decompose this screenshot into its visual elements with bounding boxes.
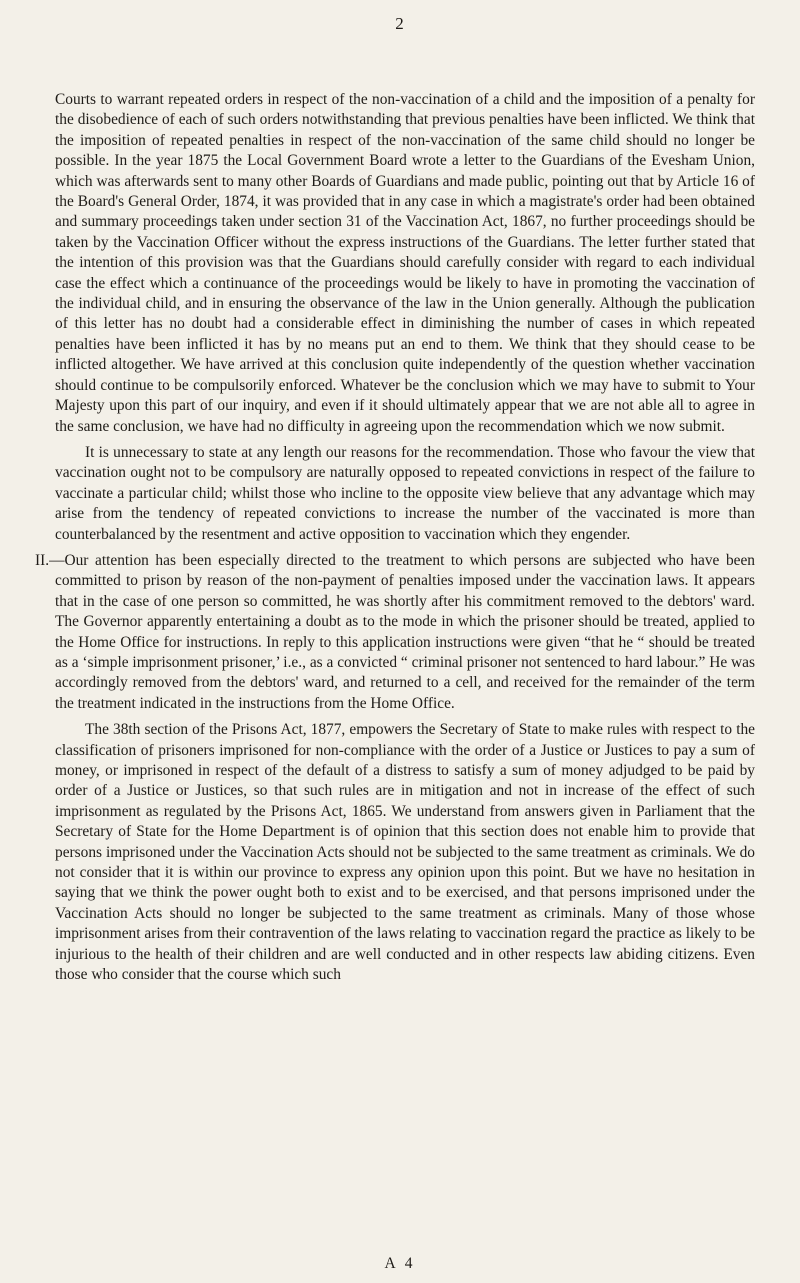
page-number: 2: [395, 14, 405, 33]
paragraph-section-ii: [35, 551, 755, 714]
section-number: II.: [35, 551, 50, 569]
paragraph-reasons: It is unnecessary to state at any length our reasons for the recommendation. Those who favour the view that vaccination ought not to be compulsory are naturally opposed to repeated convictions in respect of the failure to vaccinate a particular child; whilst those who incline to the opposite view believe that any advantage which may arise from the tendency of repeated convictions to increase the number of the vaccinated is more than counterbalanced by the resentment and active opposition to vaccination which they engender.: [55, 443, 755, 543]
paragraph-prisons-act: The 38th section of the Prisons Act, 1877, empowers the Secretary of State to make rules with respect to the classification of prisoners imprisoned for non-compliance with the order of a Justice or Justices to pay a sum of money, or imprisoned in respect of the default of a distress to satisfy a sum of money adjudged to be paid by order of a Justice or Justices, so that such rules are in mitigation and not in increase of the effect of such imprisonment as regulated by the Prisons Act, 1865. We understand from answers given in Parliament that the Secretary of State for the Home Department is of opinion that this section does not enable him to provide that persons imprisoned under the Vaccination Acts should not be subjected to the same treatment as criminals. We do not consider that it is within our province to express any opinion upon this point. But we have no hesitation in saying that we think the power ought both to exist and to be exercised, and that persons imprisoned under the Vaccination Acts should no longer be subjected to the same treatment as criminals. Many of those whose imprisonment arises from their contravention of the laws relating to vaccination regard the practice as likely to be injurious to the health of their children and are well conducted and in other respects law abiding citizens. Even those who consider that the course which such: [55, 721, 755, 984]
paragraph-continuation: Courts to warrant repeated orders in respect of the non-vaccination of a child and the imposition of a penalty for the disobedience of each of such orders notwithstanding that previous penalties have been inflicted. We think that the imposition of repeated penalties in respect of the non-vaccination of the same child should no longer be possible. In the year 1875 the Local Government Board wrote a letter to the Guardians of the Evesham Union, which was afterwards sent to many other Boards of Guardians and made public, pointing out that by Article 16 of the Board's General Order, 1874, it was provided that in any case in which a magistrate's order had been obtained and summary proceedings taken under section 31 of the Vaccination Act, 1867, no further proceedings should be taken by the Vaccination Officer without the express instructions of the Guardians. The letter further stated that the intention of this provision was that the Guardians should carefully consider with regard to each individual case the effect which a continuance of the proceedings would be likely to have in promoting the vaccination of the individual child, and in ensuring the observance of the law in the Union generally. Although the publication of this letter has no doubt had a considerable effect in diminishing the number of cases in which repeated penalties have been inflicted it has by no means put an end to them. We think that they should cease to be inflicted altogether. We have arrived at this conclusion quite independently of the question whether vaccination should continue to be compulsorily enforced. Whatever be the conclusion which we may have to submit to Your Majesty upon this part of our inquiry, and even if it should ultimately appear that we are not able all to agree in the same conclusion, we have had no difficulty in agreeing upon the recommendation which we now submit.: [55, 91, 755, 435]
body-text: [35, 90, 755, 991]
section-ii-text: —Our attention has been especially directed to the treatment to which persons are subjected who have been committed to prison by reason of the non-payment of penalties imposed under the vaccination laws. It appears that in the case of one person so committed, he was shortly after his commitment removed to the debtors' ward. The Governor apparently entertaining a doubt as to the mode in which the prisoner should be treated, applied to the Home Office for instructions. In reply to this application instructions were given “that he “ should be treated as a ‘simple imprisonment prisoner,’ i.e., as a convicted “ criminal prisoner not sentenced to hard labour.” He was accordingly removed from the debtors' ward, and returned to a cell, and received for the remainder of the term the treatment indicated in the instructions from the Home Office.: [49, 551, 755, 712]
signature-mark: A 4: [384, 1255, 416, 1272]
